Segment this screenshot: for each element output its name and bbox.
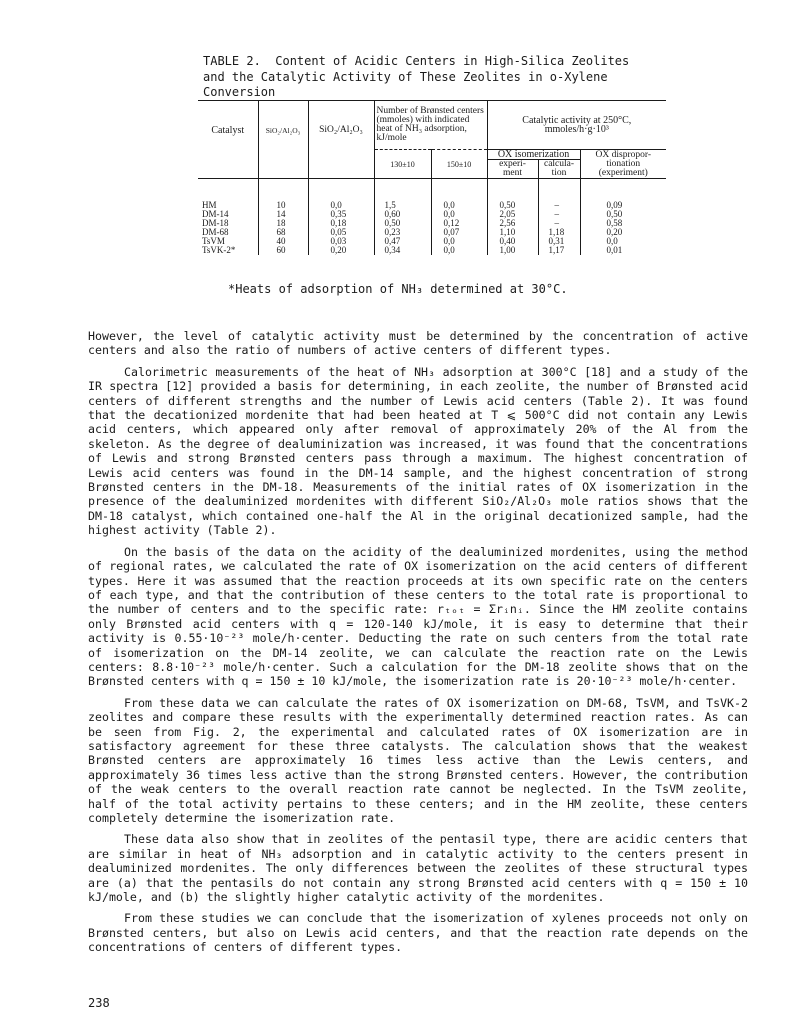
cell-calculation: 1,18 (538, 228, 580, 237)
header-ox-disproportionation: OX dispropor- tionation (experiment) (580, 150, 666, 179)
header-experiment: experi- ment (487, 160, 538, 179)
cell-disproportionation: 0,01 (580, 246, 666, 255)
cell-experiment: 2,05 (487, 210, 538, 219)
paragraph: These data also show that in zeolites of the pentasil type, there are acidic centers that are similar in heat of NH₃ adsorption and in catalytic activity to the centers present in dealuminized mordenites. The only differences between the zeolites of these structural types are (a) that the pentasils do not contain any strong Brønsted acid centers with q = 150 ± 10 kJ/mole, and (b) the slightly higher catalytic activity of the mordenites. (88, 832, 748, 905)
cell-b130: 0,34 (374, 246, 431, 255)
cell-catalyst: DM-14 (202, 209, 229, 219)
cell-experiment: 1,00 (487, 246, 538, 255)
paragraph: However, the level of catalytic activity must be determined by the concentration of active centers and also the ratio of numbers of active centers of different types. (88, 329, 748, 358)
cell-b130: 0,23 (374, 228, 431, 237)
cell-ratio2: 0,35 (308, 210, 374, 219)
header-catalyst: Catalyst (211, 124, 245, 136)
cell-catalyst: TsVM (202, 236, 225, 246)
cell-ratio2: 0,05 (308, 228, 374, 237)
cell-ratio2: 0,0 (308, 201, 374, 210)
table-caption: TABLE 2. Content of Acidic Centers in High-Silica Zeolites and the Catalytic Activity of These Zeolites in o-Xylene Conversion (203, 54, 630, 99)
header-sio2-al2o3: SiO₂/Al₂O₃ (258, 101, 308, 160)
table-row (198, 228, 666, 237)
cell-disproportionation: 0,50 (580, 210, 666, 219)
table-row (198, 246, 666, 255)
paragraph: Calorimetric measurements of the heat of NH₃ adsorption at 300°C [18] and a study of the IR spectra [12] provided a basis for determining, in each zeolite, the number of Brønsted acid centers of different strengths and the number of Lewis acid centers (Table 2). It was found that the decationized mordenite that had been heated at T ⩽ 500°C did not contain any Lewis acid centers, which appeared only after removal of approximately 20% of the Al from the skeleton. As the degree of dealuminization was increased, it was found that the concentrations of Lewis and strong Brønsted centers pass through a maximum. The highest concentration of Lewis acid centers was found in the DM-14 sample, and the highest concentration of strong Brønsted centers in the DM-18. Measurements of the initial rates of OX isomerization in the presence of the dealuminized mordenites with different SiO₂/Al₂O₃ mole ratios shows that the DM-18 catalyst, which contained one-half the Al in the original decationized sample, had the highest activity (Table 2). (88, 364, 748, 538)
cell-disproportionation: 0,58 (580, 219, 666, 228)
table-row (198, 210, 666, 219)
cell-calculation: – (538, 201, 580, 210)
acidic-centers-table (198, 100, 666, 255)
cell-experiment: 2,56 (487, 219, 538, 228)
cell-ratio1: 18 (258, 219, 308, 228)
page-number: 238 (88, 996, 110, 1010)
cell-b130: 0,60 (374, 210, 431, 219)
cell-disproportionation: 0,09 (580, 201, 666, 210)
cell-b150: 0,12 (431, 219, 487, 228)
cell-b130: 1,5 (374, 201, 431, 210)
cell-catalyst: DM-18 (202, 218, 229, 228)
cell-b150: 0,0 (431, 237, 487, 246)
cell-ratio2: 0,03 (308, 237, 374, 246)
paragraph: From these data we can calculate the rates of OX isomerization on DM-68, TsVM, and TsVK-2 zeolites and compare these results with the experimentally determined reaction rates. As can be seen from Fig. 2, the experimental and calculated rates of OX isomerization are in satisfactory agreement for these three catalysts. The calculation shows that the weakest Brønsted centers are approximately 16 times less active than the Lewis centers, and approximately 36 times less active than the strong Brønsted centers. However, the contribution of the weak centers to the overall reaction rate cannot be neglected. In the TsVM zeolite, half of the total activity pertains to these centers; and in the HM zeolite, these centers completely determine the isomerization rate. (88, 695, 748, 825)
cell-ratio2: 0,18 (308, 219, 374, 228)
header-bronsted-centers: Number of Brønsted centers (mmoles) with indicated heat of NH₃ adsorption, kJ/mole (374, 101, 487, 150)
body-text (88, 329, 748, 962)
cell-b130: 0,50 (374, 219, 431, 228)
cell-calculation: – (538, 219, 580, 228)
cell-ratio1: 40 (258, 237, 308, 246)
cell-b150: 0,0 (431, 201, 487, 210)
cell-ratio2: 0,20 (308, 246, 374, 255)
cell-experiment: 0,50 (487, 201, 538, 210)
cell-catalyst: DM-68 (202, 227, 229, 237)
cell-calculation: – (538, 210, 580, 219)
cell-disproportionation: 0,0 (580, 237, 666, 246)
header-bronsted-150: 150±10 (431, 150, 487, 179)
cell-b150: 0,07 (431, 228, 487, 237)
cell-ratio1: 14 (258, 210, 308, 219)
header-calculation: calcula- tion (538, 160, 580, 179)
cell-calculation: 1,17 (538, 246, 580, 255)
cell-ratio1: 60 (258, 246, 308, 255)
table-row (198, 219, 666, 228)
cell-b150: 0,0 (431, 210, 487, 219)
table-row (198, 201, 666, 210)
table-footnote: *Heats of adsorption of NH₃ determined at 30°C. (228, 282, 568, 296)
paragraph: On the basis of the data on the acidity of the dealuminized mordenites, using the method of regional rates, we calculated the rate of OX isomerization on the acid centers of different types. Here it was assumed that the reaction proceeds at its own specific rate on the centers of each type, and that the contribution of these centers to the total rate is proportional to the number of centers and to the specific rate: rₜₒₜ = Σrᵢnᵢ. Since the HM zeolite contains only Brønsted acid centers with q = 120-140 kJ/mole, it is easy to determine that their activity is 0.55·10⁻²³ mole/h·center. Deducting the rate on such centers from the total rate of isomerization on the DM-14 zeolite, we can calculate the reaction rate on the Lewis centers: 8.8·10⁻²³ mole/h·center. Such a calculation for the DM-18 zeolite shows that on the Brønsted centers with q = 150 ± 10 kJ/mole, the isomerization rate is 20·10⁻²³ mole/h·center. (88, 544, 748, 689)
header-sio2-al2o3-b: SiO₂/Al₂O₃ (308, 101, 374, 160)
cell-experiment: 1,10 (487, 228, 538, 237)
cell-disproportionation: 0,20 (580, 228, 666, 237)
cell-calculation: 0,31 (538, 237, 580, 246)
header-bronsted-130: 130±10 (374, 150, 431, 179)
cell-ratio1: 10 (258, 201, 308, 210)
cell-catalyst: TsVK-2* (202, 245, 236, 255)
cell-experiment: 0,40 (487, 237, 538, 246)
cell-b130: 0,47 (374, 237, 431, 246)
cell-b150: 0,0 (431, 246, 487, 255)
header-catalytic-activity: Catalytic activity at 250°C, mmoles/h·g·10³ (487, 101, 666, 150)
paragraph: From these studies we can conclude that the isomerization of xylenes proceeds not only on Brønsted centers, but also on Lewis acid centers, and that the reaction rate depends on the concentrations of centers of different types. (88, 911, 748, 955)
cell-ratio1: 68 (258, 228, 308, 237)
cell-catalyst: HM (202, 200, 217, 210)
table-row (198, 237, 666, 246)
header-ox-isomerization: OX isomerization (487, 150, 580, 160)
